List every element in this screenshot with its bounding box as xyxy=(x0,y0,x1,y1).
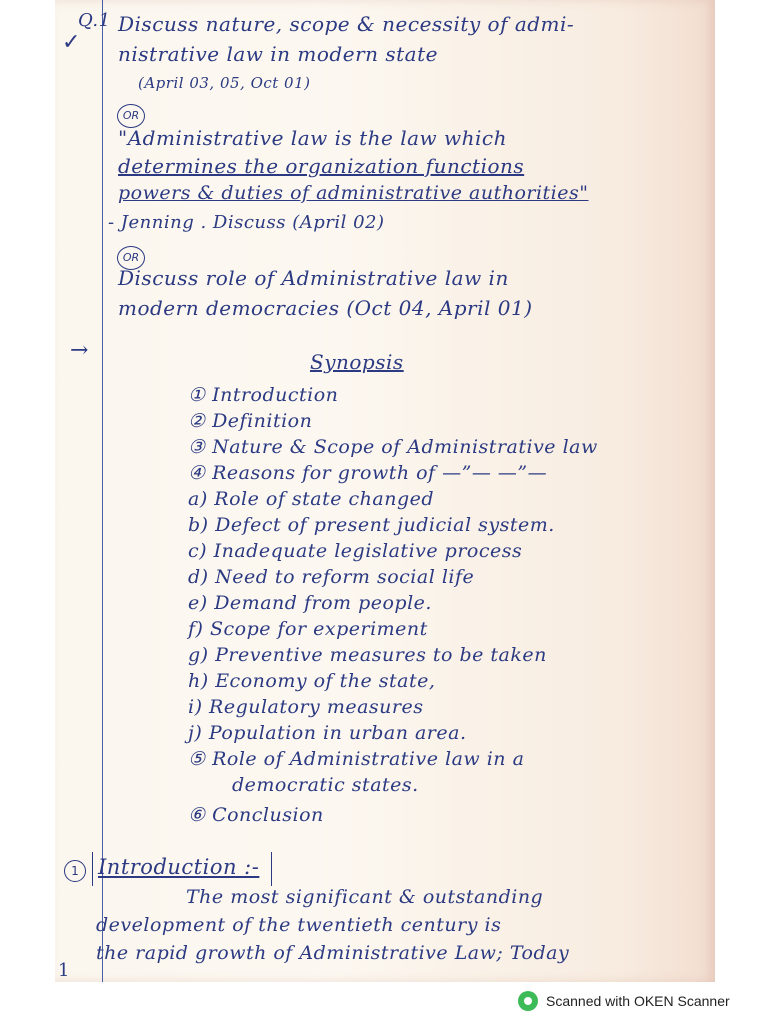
alt-question-line-1: Discuss role of Administrative law in xyxy=(118,266,509,290)
check-mark-icon: ✓ xyxy=(62,30,81,55)
synopsis-item: democratic states. xyxy=(232,774,419,796)
quote-line-2: determines the organization functions xyxy=(118,154,525,178)
synopsis-item: ② Definition xyxy=(188,410,313,432)
synopsis-item: c) Inadequate legislative process xyxy=(188,540,523,562)
section-heading: Introduction :- xyxy=(98,855,260,879)
watermark-text: Scanned with OKEN Scanner xyxy=(546,993,730,1009)
synopsis-item: a) Role of state changed xyxy=(188,488,435,510)
quote-attribution: - Jenning . Discuss (April 02) xyxy=(108,212,385,233)
synopsis-item: g) Preventive measures to be taken xyxy=(188,644,547,666)
or-badge-1: OR xyxy=(117,104,145,128)
synopsis-item: i) Regulatory measures xyxy=(188,696,424,718)
paragraph-line: development of the twentieth century is xyxy=(96,914,502,936)
synopsis-item: ③ Nature & Scope of Administrative law xyxy=(188,436,598,458)
synopsis-item: j) Population in urban area. xyxy=(188,722,467,744)
synopsis-title: Synopsis xyxy=(310,350,404,374)
section-number-badge: 1 xyxy=(64,860,86,882)
paragraph-line: the rapid growth of Administrative Law; Today xyxy=(96,942,570,964)
quote-line-3: powers & duties of administrative authorities" xyxy=(118,182,589,204)
synopsis-item: e) Demand from people. xyxy=(188,592,432,614)
page-number: 1 xyxy=(58,960,70,981)
synopsis-item: ① Introduction xyxy=(188,384,339,406)
synopsis-item: d) Need to reform social life xyxy=(188,566,475,588)
question-line-1: Discuss nature, scope & necessity of admi- xyxy=(118,12,575,36)
synopsis-item: ⑤ Role of Administrative law in a xyxy=(188,748,525,770)
scanner-logo-icon xyxy=(518,991,538,1011)
synopsis-item: ⑥ Conclusion xyxy=(188,804,324,826)
or-badge-2: OR xyxy=(117,246,145,270)
question-citation: (April 03, 05, Oct 01) xyxy=(138,74,311,92)
synopsis-item: h) Economy of the state, xyxy=(188,670,436,692)
paragraph-line: The most significant & outstanding xyxy=(186,886,544,908)
question-line-2: nistrative law in modern state xyxy=(118,42,438,66)
quote-line-1: "Administrative law is the law which xyxy=(118,126,507,150)
synopsis-item: f) Scope for experiment xyxy=(188,618,428,640)
alt-question-line-2: modern democracies (Oct 04, April 01) xyxy=(118,296,533,320)
question-label: Q.1 xyxy=(78,10,111,31)
synopsis-item: ④ Reasons for growth of —”— —”— xyxy=(188,462,548,484)
synopsis-item: b) Defect of present judicial system. xyxy=(188,514,555,536)
scanner-watermark xyxy=(518,990,730,1012)
margin-line xyxy=(102,0,103,982)
arrow-right-icon: → xyxy=(70,338,89,363)
